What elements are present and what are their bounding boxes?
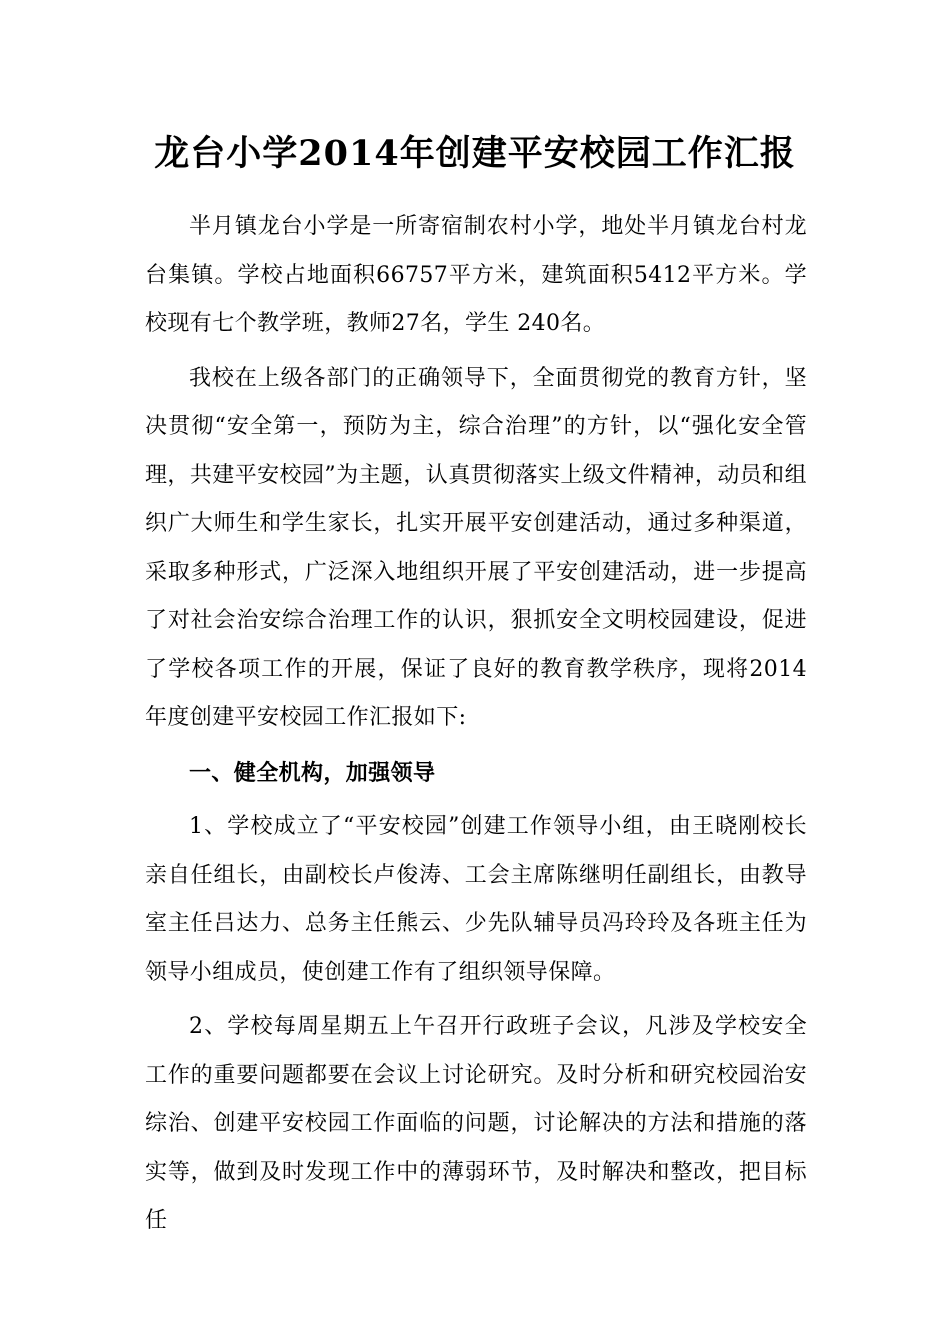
overview-paragraph: 我校在上级各部门的正确领导下，全面贯彻党的教育方针，坚决贯彻“安全第一，预防为主，综合治理”的方针，以“强化安全管理，共建平安校园”为主题，认真贯彻落实上级文件精神，动员和组织广大师生和学生家长，扎实开展平安创建活动，通过多种渠道，采取多种形式，广泛深入地组织开展了平安创建活动，进一步提高了对社会治安综合治理工作的认识，狠抓安全文明校园建设，促进了学校各项工作的开展，保证了良好的教育教学秩序，现将2014年度创建平安校园工作汇报如下:	[145, 365, 807, 730]
document-title: 龙台小学2014年创建平安校园工作汇报	[154, 133, 796, 174]
intro-paragraph: 半月镇龙台小学是一所寄宿制农村小学，地处半月镇龙台村龙台集镇。学校占地面积66757平方米，建筑面积5412平方米。学校现有七个教学班，教师27名，学生 240名。	[145, 214, 807, 336]
item-paragraph: 2、学校每周星期五上午召开行政班子会议，凡涉及学校安全工作的重要问题都要在会议上讨论研究。及时分析和研究校园治安综治、创建平安校园工作面临的问题，讨论解决的方法和措施的落实等，做到及时发现工作中的薄弱环节，及时解决和整改，把目标任	[145, 1014, 807, 1233]
section-heading: 一、健全机构，加强领导	[189, 759, 436, 786]
document-body	[145, 203, 807, 1246]
item-paragraph: 1、学校成立了“平安校园”创建工作领导小组，由王晓刚校长亲自任组长，由副校长卢俊涛、工会主席陈继明任副组长，由教导室主任吕达力、总务主任熊云、少先队辅导员冯玲玲及各班主任为领导小组成员，使创建工作有了组织领导保障。	[145, 814, 807, 985]
